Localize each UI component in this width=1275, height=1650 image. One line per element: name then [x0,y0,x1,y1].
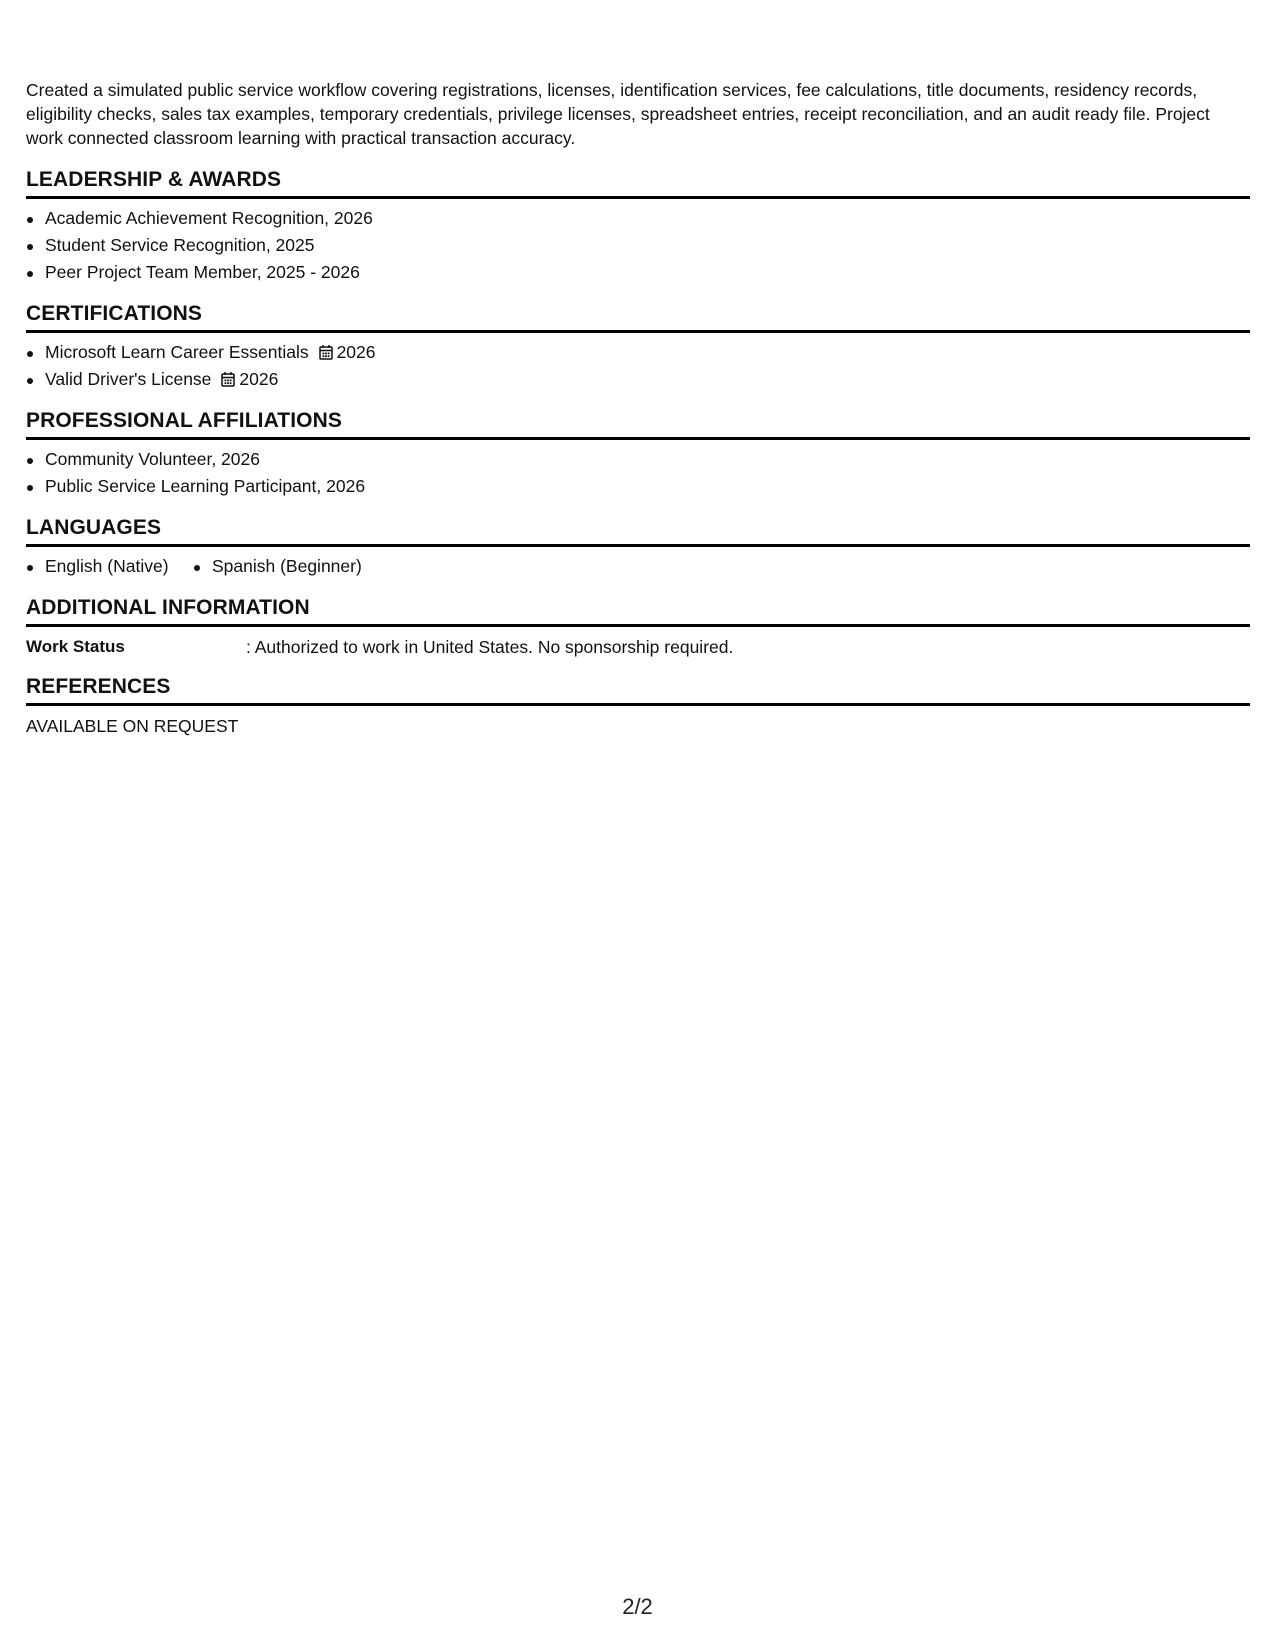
additional-section [26,596,1250,659]
calendar-icon [221,371,235,387]
references-section [26,675,1250,738]
section-title-references: REFERENCES [26,675,1250,706]
section-title-affiliations: PROFESSIONAL AFFILIATIONS [26,409,1250,440]
certification-name: Microsoft Learn Career Essentials [45,342,309,362]
leadership-list [26,205,1250,286]
leadership-section [26,168,1250,286]
list-item: Spanish (Beginner) [193,553,362,580]
list-item: Public Service Learning Participant, 2026 [26,473,1250,500]
list-item: Academic Achievement Recognition, 2026 [26,205,1250,232]
languages-list [26,553,1250,580]
calendar-icon [319,344,333,360]
list-item: Peer Project Team Member, 2025 - 2026 [26,259,1250,286]
list-item [26,366,1250,393]
certification-year: 2026 [239,369,279,389]
certifications-list [26,339,1250,393]
references-text: AVAILABLE ON REQUEST [26,716,239,736]
affiliations-section [26,409,1250,500]
project-summary: Created a simulated public service workflow covering registrations, licenses, identification services, fee calculations, title documents, residency records, eligibility checks, sales tax examples, temporary credentials, privilege licenses, spreadsheet entries, receipt reconciliation, and an audit ready file. Project work connected classroom learning with practical transaction accuracy. [26,80,1210,148]
resume-page [26,78,1250,754]
affiliations-list [26,446,1250,500]
list-item [26,339,1250,366]
list-item: English (Native) [26,553,169,580]
section-title-additional: ADDITIONAL INFORMATION [26,596,1250,627]
section-title-leadership: LEADERSHIP & AWARDS [26,168,1250,199]
list-item: Student Service Recognition, 2025 [26,232,1250,259]
list-item: Community Volunteer, 2026 [26,446,1250,473]
section-title-languages: LANGUAGES [26,516,1250,547]
work-status-row [26,635,1250,659]
page-number: 2/2 [622,1594,653,1619]
certification-name: Valid Driver's License [45,369,212,389]
work-status-value: : Authorized to work in United States. No sponsorship required. [246,637,734,657]
certification-year: 2026 [336,342,376,362]
work-status-label: Work Status [26,637,125,656]
languages-section [26,516,1250,580]
certifications-section [26,302,1250,393]
section-title-certifications: CERTIFICATIONS [26,302,1250,333]
